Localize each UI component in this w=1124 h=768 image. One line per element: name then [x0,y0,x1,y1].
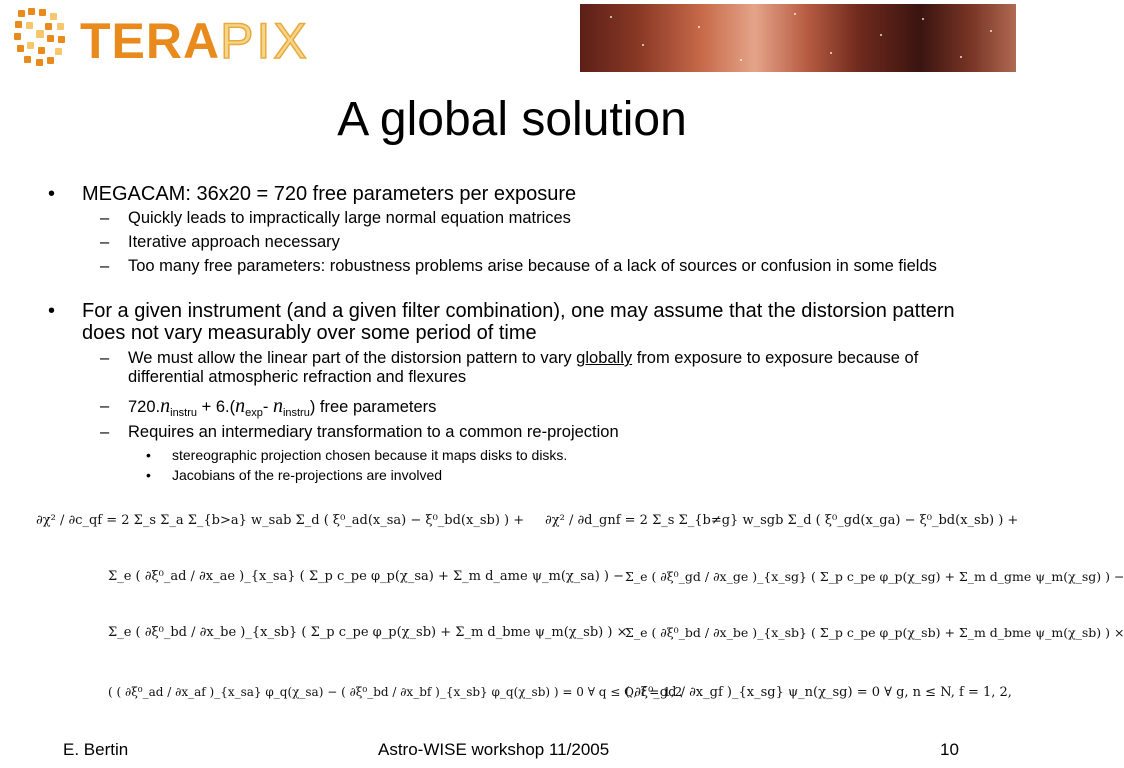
dash-marker: – [100,423,110,441]
bullet-2-sub-2-text [128,397,988,423]
bullet-2-subsub-2-text: Jacobians of the re-projections are involved [172,467,443,483]
dash-marker: – [100,233,110,251]
equation-left [36,505,683,725]
footer-author: E. Bertin [63,740,129,759]
bullet-marker: • [48,183,56,205]
bullet-2-text: For a given instrument (and a given filter combination), one may assume that the distorsion pattern does not vary measurably over some period of time [82,300,955,344]
dash-marker: – [100,397,110,415]
formula-part: 720. [128,398,161,416]
equation-right-line-1: ∂χ² / ∂d_gnf = 2 Σ_s Σ_{b≠g} w_sgb Σ_d ( ξ⁰_gd(x_ga) − ξ⁰_bd(x_sb) ) + [545,513,1019,528]
equation-left-line-1: ∂χ² / ∂c_qf = 2 Σ_s Σ_a Σ_{b>a} w_sab Σ_d ( ξ⁰_ad(x_sa) − ξ⁰_bd(x_sb) ) + [36,513,525,528]
dash-marker: – [100,349,110,367]
bullet-1-sub-2-text: Iterative approach necessary [128,233,340,251]
globally-underlined: globally [576,349,633,367]
bullet-2-sub-1-pre: We must allow the linear part of the distorsion pattern to vary [128,349,577,367]
bullet-1-sub-3-text: Too many free parameters: robustness problems arise because of a lack of sources or confusion in some fields [128,257,937,275]
footer-event: Astro-WISE workshop 11/2005 [378,740,610,759]
bullet-2-sub-3-text: Requires an intermediary transformation to a common re-projection [128,423,619,441]
bullet-marker: • [48,300,56,322]
bullet-1-sub-1-text: Quickly leads to impractically large normal equation matrices [128,209,571,227]
formula-subscript: instru [282,407,310,419]
small-bullet-marker: • [146,447,151,463]
bullet-2-subsub-1-text: stereographic projection chosen because it maps disks to disks. [172,447,568,463]
formula-var: n [160,395,171,417]
formula-var: n [272,395,283,417]
equation-left-line-2: Σ_e ( ∂ξ⁰_ad / ∂x_ae )_{x_sa} ( Σ_p c_pe φ_p(χ_sa) + Σ_m d_ame ψ_m(χ_sa) ) − [108,569,625,584]
bullet-2-sub-1-post: from exposure to exposure because of differential atmospheric refraction and flexures [128,349,919,386]
formula-subscript: exp [245,407,263,419]
equation-left-line-4: ( ( ∂ξ⁰_ad / ∂x_af )_{x_sa} φ_q(χ_sa) − ( ∂ξ⁰_bd / ∂x_bf )_{x_sb} φ_q(χ_sb) ) = 0 ∀ q ≤ Q, f = 1,2 [108,685,683,699]
formula-part: - [262,398,273,416]
formula-var: n [235,395,246,417]
formula-part: + 6.( [197,398,236,416]
formula-subscript: instru [170,407,198,419]
logo-text-pix: PIX [220,13,310,69]
logo-text-tera: TERA [80,13,221,69]
equation-right-line-2: Σ_e ( ∂ξ⁰_gd / ∂x_ge )_{x_sg} ( Σ_p c_pe φ_p(χ_sg) + Σ_m d_gme ψ_m(χ_sg) ) − [625,569,1124,584]
bullet-1-text: MEGACAM: 36x20 = 720 free parameters per exposure [82,183,577,205]
small-bullet-marker: • [146,467,151,483]
equation-right-line-3: Σ_e ( ∂ξ⁰_bd / ∂x_be )_{x_sb} ( Σ_p c_pe φ_p(χ_sb) + Σ_m d_bme ψ_m(χ_sb) ) × [625,625,1124,640]
formula-part: ) free parameters [309,398,437,416]
dash-marker: – [100,257,110,275]
equation-left-line-3: Σ_e ( ∂ξ⁰_bd / ∂x_be )_{x_sb} ( Σ_p c_pe φ_p(χ_sb) + Σ_m d_bme ψ_m(χ_sb) ) × [108,625,628,640]
bullet-2-sub-1-text [128,349,988,387]
footer-page-number: 10 [940,740,959,759]
equation-right-line-4: ( ∂ξ⁰_gd / ∂x_gf )_{x_sg} ψ_n(χ_sg) = 0 ∀ g, n ≤ N, f = 1, 2, [625,685,1012,700]
equation-right [545,505,1124,725]
slide-title: A global solution [337,93,687,146]
dash-marker: – [100,209,110,227]
